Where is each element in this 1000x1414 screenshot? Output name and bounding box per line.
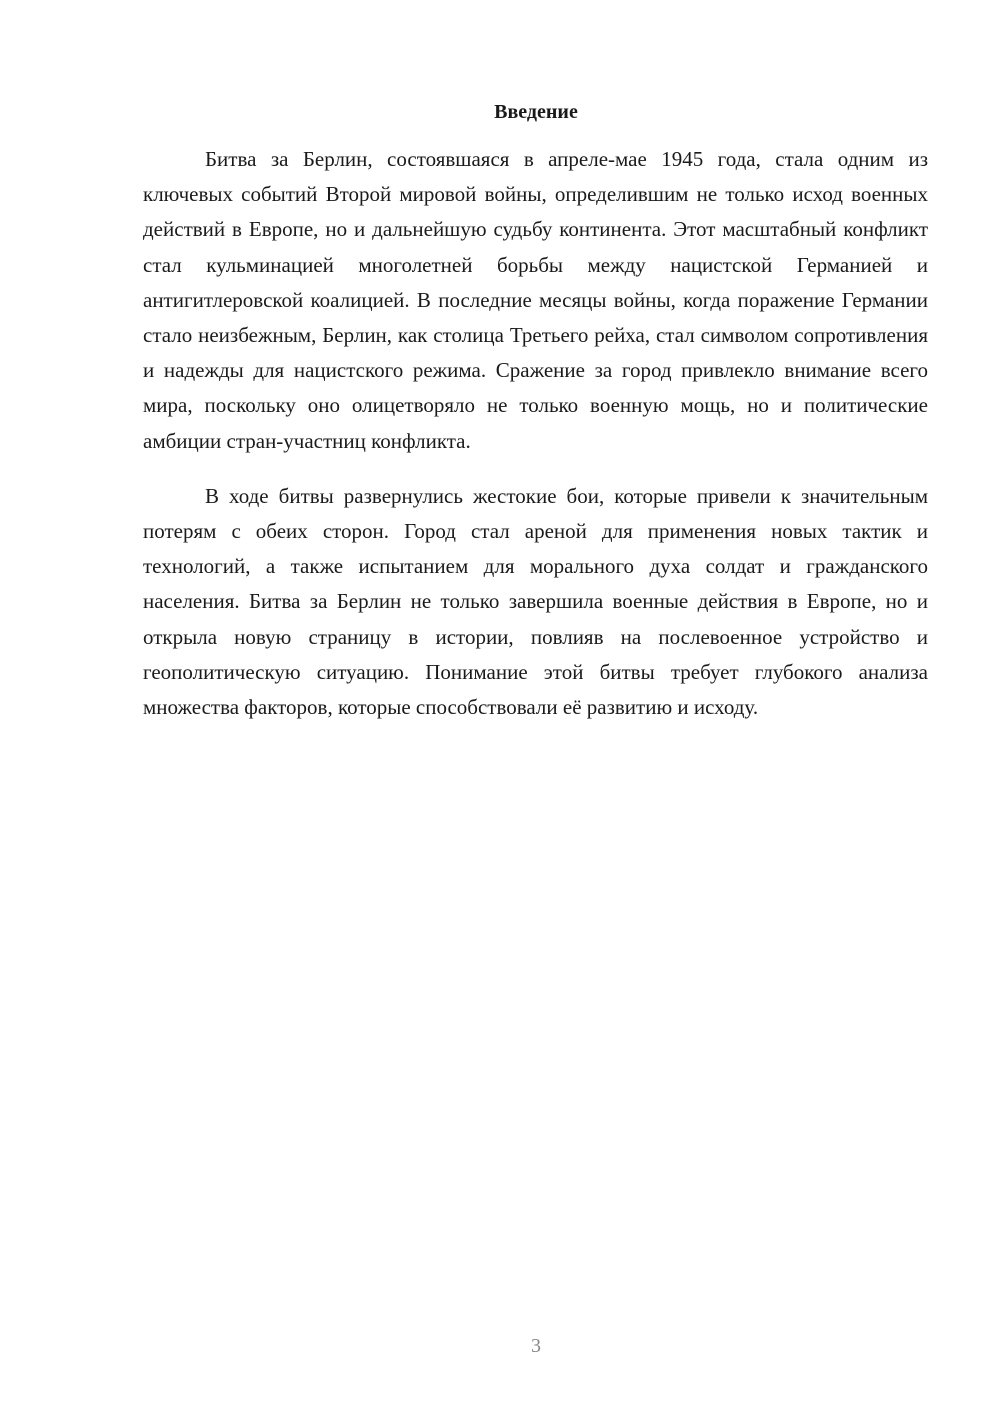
paragraph-2: В ходе битвы развернулись жестокие бои, которые привели к значительным потерям с обеих сторон. Город стал ареной для применения новых тактик и технологий, а также испытанием для морального духа солдат и гражданского населения. Битва за Берлин не только завершила военные действия в Европе, но и открыла новую страницу в истории, повлияв на послевоенное устройство и геополитическую ситуацию. Понимание этой битвы требует глубокого анализа множества факторов, которые способствовали её развитию и исходу. xyxy=(143,483,928,720)
body-text xyxy=(143,142,928,725)
page-number: 3 xyxy=(531,1335,541,1357)
section-heading: Введение xyxy=(494,101,578,123)
paragraph-1: Битва за Берлин, состоявшаяся в апреле-мае 1945 года, стала одним из ключевых событий Второй мировой войны, определившим не только исход военных действий в Европе, но и дальнейшую судьбу континента. Этот масштабный конфликт стал кульминацией многолетней борьбы между нацистской Германией и антигитлеровской коалицией. В последние месяцы войны, когда поражение Германии стало неизбежным, Берлин, как столица Третьего рейха, стал символом сопротивления и надежды для нацистского режима. Сражение за город привлекло внимание всего мира, поскольку оно олицетворяло не только военную мощь, но и политические амбиции стран-участниц конфликта. xyxy=(143,147,928,453)
